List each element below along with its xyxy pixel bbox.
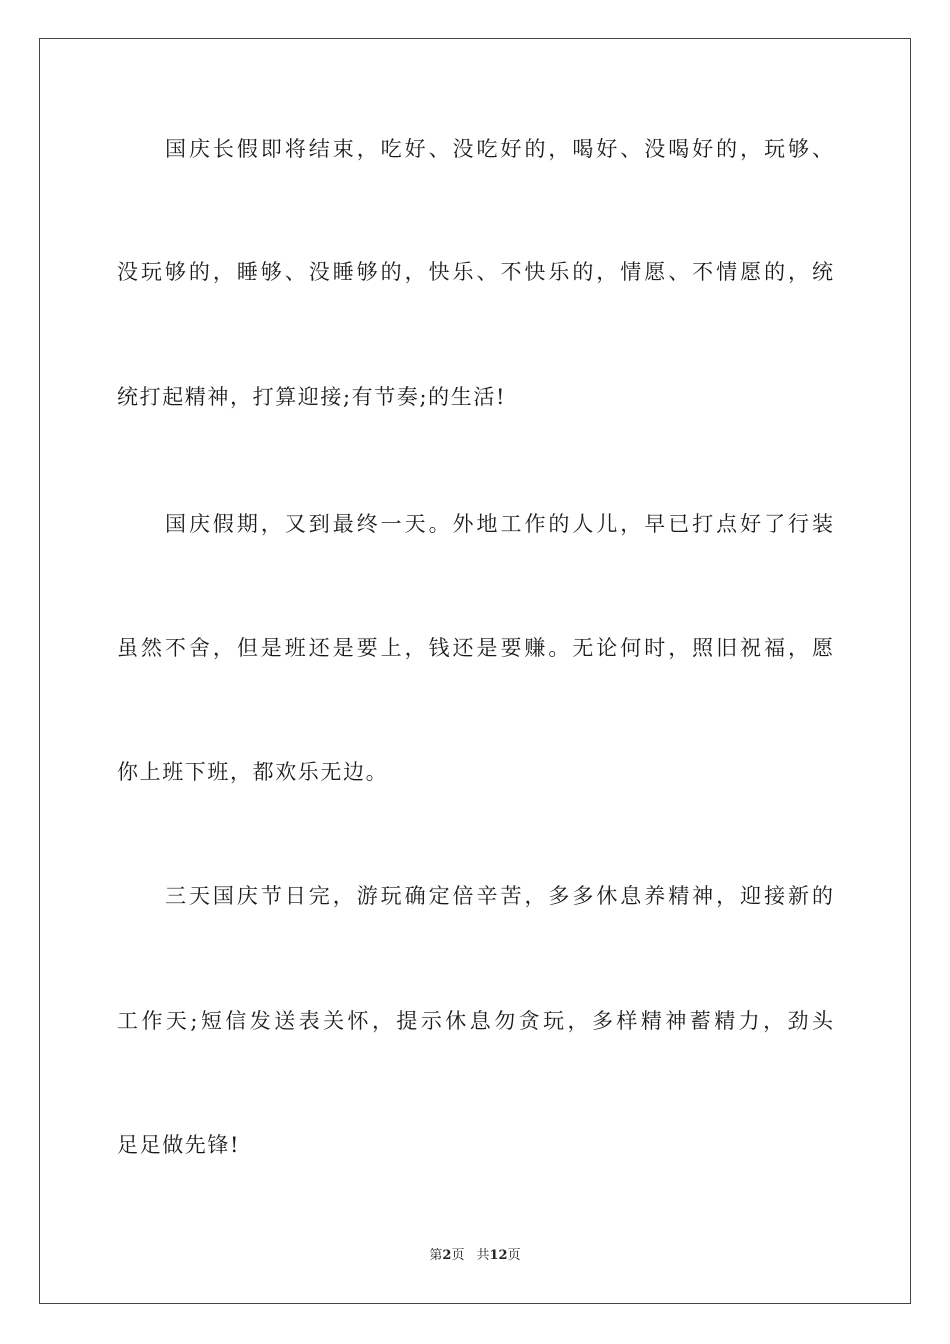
- paragraph-3-line-1: 三天国庆节日完，游玩确定倍辛苦，多多休息养精神，迎接新的: [165, 884, 833, 908]
- page-footer: [0, 1247, 950, 1265]
- paragraph-1-line-2: 没玩够的，睡够、没睡够的，快乐、不快乐的，情愿、不情愿的，统: [117, 260, 833, 284]
- footer-prefix: 第: [429, 1248, 443, 1263]
- paragraph-3-line-3: 足足做先锋!: [117, 1133, 241, 1157]
- footer-total-pages: 12: [489, 1248, 508, 1263]
- footer-total-suffix: 页: [507, 1248, 521, 1263]
- paragraph-1-line-1: 国庆长假即将结束，吃好、没吃好的，喝好、没喝好的，玩够、: [165, 137, 833, 161]
- paragraph-2-line-1: 国庆假期，又到最终一天。外地工作的人儿，早已打点好了行装: [165, 512, 833, 536]
- page-border: [39, 38, 911, 1304]
- paragraph-1-line-3: 统打起精神，打算迎接;有节奏;的生活!: [117, 385, 506, 409]
- paragraph-2-line-3: 你上班下班，都欢乐无边。: [117, 760, 389, 784]
- paragraph-3-line-2: 工作天;短信发送表关怀，提示休息勿贪玩，多样精神蓄精力，劲头: [117, 1009, 833, 1033]
- footer-page-suffix: 页: [451, 1248, 465, 1263]
- paragraph-2-line-2: 虽然不舍，但是班还是要上，钱还是要赚。无论何时，照旧祝福，愿: [117, 636, 833, 660]
- footer-page-number: 2: [442, 1248, 452, 1263]
- footer-total-prefix: 共: [476, 1248, 490, 1263]
